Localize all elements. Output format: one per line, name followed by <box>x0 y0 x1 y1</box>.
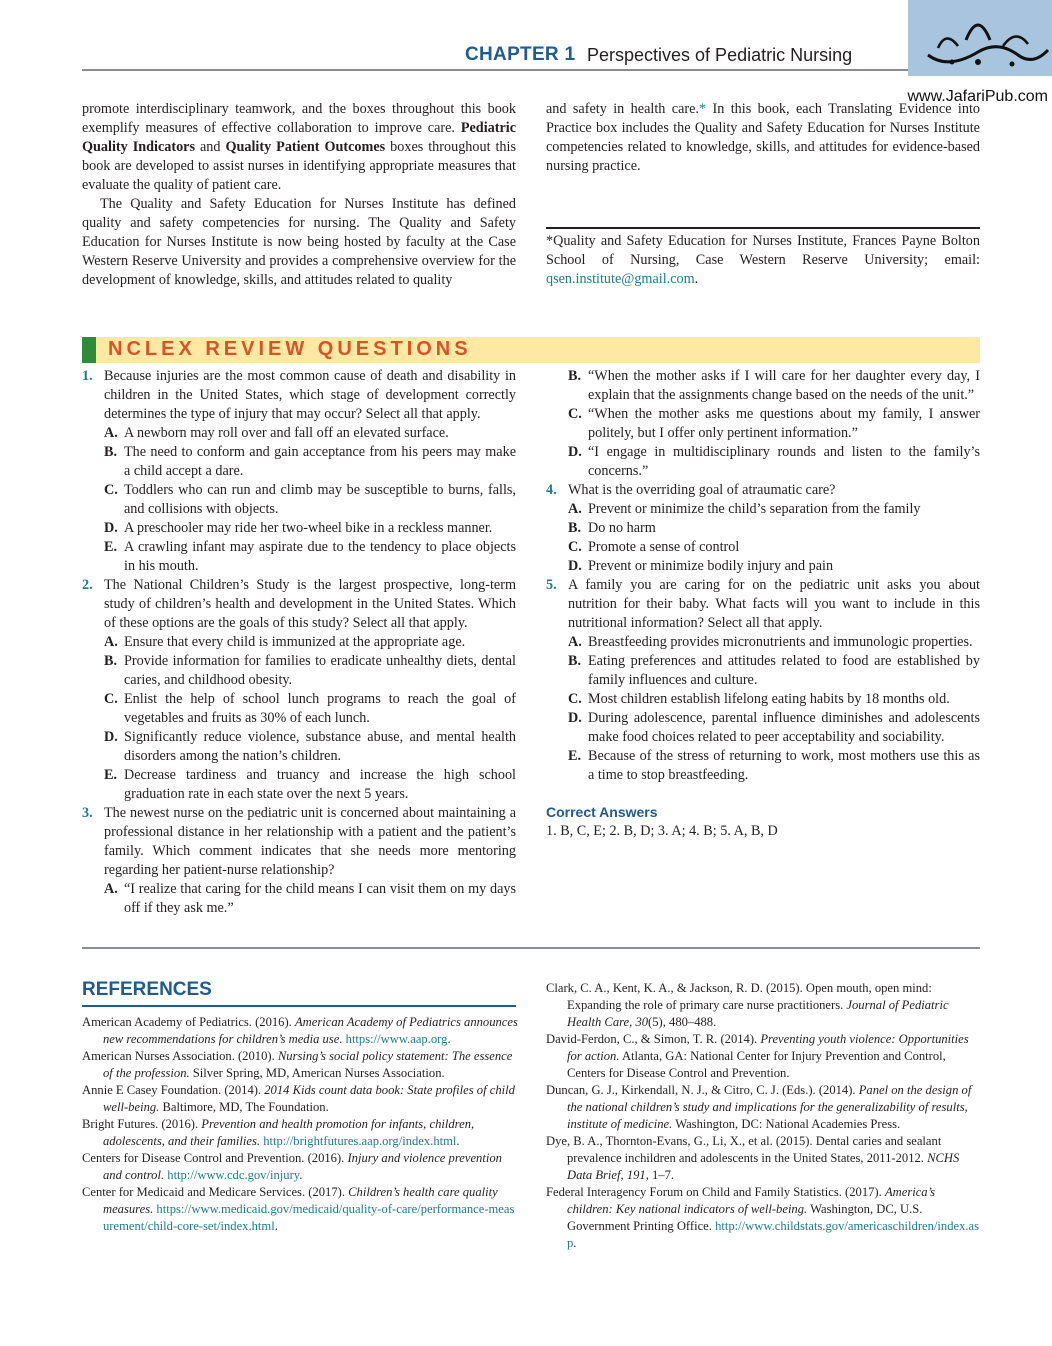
option-letter: D. <box>568 558 582 574</box>
option-letter: E. <box>104 767 118 783</box>
chapter-title: Perspectives of Pediatric Nursing <box>587 45 853 65</box>
option-text: Prevent or minimize bodily injury and pain <box>588 558 834 574</box>
question-2 <box>82 576 516 633</box>
q4-option-d <box>546 557 980 576</box>
nclex-section-header <box>82 337 980 363</box>
question-3 <box>82 804 516 880</box>
watermark <box>908 0 1052 110</box>
question-text: The National Children’s Study is the largest prospective, long-term study of children’s health and development in the United States. Which of these options are the goals of this study? Select all that apply. <box>104 577 516 631</box>
q3-option-d <box>546 443 980 481</box>
intro-right-column <box>546 100 980 176</box>
option-text: A crawling infant may aspirate due to the tendency to place objects in his mouth. <box>124 539 516 574</box>
question-5 <box>546 576 980 633</box>
option-text: During adolescence, parental influence diminishes and adolescents make food choices related to peer acceptability and sociability. <box>588 710 980 745</box>
reference-item: Clark, C. A., Kent, K. A., & Jackson, R. D. (2015). Open mouth, open mind: Expanding the role of primary care nurse practitioners. Journal of Pediatric Health Care, 30(5), 480–488. <box>546 981 949 1029</box>
option-text: Do no harm <box>588 520 656 536</box>
option-text: A newborn may roll over and fall off an elevated surface. <box>124 425 449 441</box>
watermark-box <box>908 0 1052 76</box>
option-letter: B. <box>568 653 582 669</box>
chapter-label: CHAPTER 1 <box>465 44 576 65</box>
option-text: Enlist the help of school lunch programs to reach the goal of vegetables and fruits as 30% of each lunch. <box>124 691 516 726</box>
option-letter: A. <box>104 425 118 441</box>
option-letter: A. <box>568 634 582 650</box>
reference-item: Federal Interagency Forum on Child and Family Statistics. (2017). America’s children: Key national indicators of well-being. Washington, DC, U.S. Government Printing Office. http://www.childstats.gov/americaschildren/index.asp. <box>546 1185 980 1250</box>
reference-item: American Academy of Pediatrics. (2016). American Academy of Pediatrics announces new recommendations for children’s media use. https://www.aap.org. <box>82 1015 518 1046</box>
intro-text: and safety in health care. <box>546 101 699 117</box>
intro-text: and <box>194 139 226 155</box>
option-text: “When the mother asks me questions about my family, I answer politely, but I offer only pertinent information.” <box>588 406 980 441</box>
q1-option-d <box>82 519 516 538</box>
reference-link[interactable]: http://www.childstats.gov/americaschildren/index.asp <box>567 1219 980 1250</box>
footnote <box>546 232 980 289</box>
reference-item: Center for Medicaid and Medicare Services. (2017). Children’s health care quality measures. https://www.medicaid.gov/medicaid/quality-of-care/performance-measurement/child-core-set/index.html. <box>82 1185 515 1233</box>
chapter-header <box>0 40 1052 70</box>
nclex-title: NCLEX REVIEW QUESTIONS <box>108 338 472 360</box>
q3-option-a <box>82 880 516 918</box>
footnote-marker[interactable]: * <box>698 101 707 117</box>
reference-item: Duncan, G. J., Kirkendall, N. J., & Citro, C. J. (Eds.). (2014). Panel on the design of the national children’s study and implications for the generalizability of results, institute of medicine. Washington, DC: National Academies Press. <box>546 1083 972 1131</box>
option-letter: D. <box>104 520 118 536</box>
references-right-column <box>546 980 982 1252</box>
nclex-right-column <box>546 367 980 841</box>
intro-paragraph-3 <box>546 100 980 176</box>
option-text: “I realize that caring for the child means I can visit them on my days off if they ask me.” <box>124 881 516 916</box>
intro-text: In this book, each Translating Evidence into Practice box includes the Quality and Safety Education for Nurses Institute competencies related to knowledge, skills, and attitudes for evidence-based nursing practice. <box>546 101 980 174</box>
option-text: “I engage in multidisciplinary rounds and listen to the family’s concerns.” <box>588 444 980 479</box>
option-letter: C. <box>104 482 118 498</box>
option-letter: D. <box>568 710 582 726</box>
option-text: Ensure that every child is immunized at the appropriate age. <box>124 634 466 650</box>
q1-option-c <box>82 481 516 519</box>
intro-paragraph-1 <box>82 100 516 195</box>
question-text: A family you are caring for on the pediatric unit asks you about nutrition for their baby. What facts will you want to include in this nutritional information? Select all that apply. <box>568 577 980 631</box>
intro-text: promote interdisciplinary teamwork, and the boxes throughout this book exemplify measures of effective collaboration to improve care. <box>82 101 516 136</box>
option-text: Provide information for families to eradicate unhealthy diets, dental caries, and childhood obesity. <box>124 653 516 688</box>
q4-option-b <box>546 519 980 538</box>
intro-left-column <box>82 100 516 290</box>
q5-option-d <box>546 709 980 747</box>
question-number: 1. <box>82 368 93 384</box>
q3-option-c <box>546 405 980 443</box>
correct-answers-heading: Correct Answers <box>546 804 658 820</box>
option-text: Promote a sense of control <box>588 539 740 555</box>
q5-option-c <box>546 690 980 709</box>
option-letter: A. <box>104 881 118 897</box>
reference-link[interactable]: https://www.aap.org <box>345 1032 448 1046</box>
header-rule <box>82 69 980 71</box>
question-1 <box>82 367 516 424</box>
reference-link[interactable]: http://www.cdc.gov/injury <box>167 1168 300 1182</box>
references-left-column <box>82 1014 518 1235</box>
option-text: The need to conform and gain acceptance from his peers may make a child accept a dare. <box>124 444 516 479</box>
q2-option-c <box>82 690 516 728</box>
q4-option-c <box>546 538 980 557</box>
option-text: Significantly reduce violence, substance abuse, and mental health disorders among the nation’s children. <box>124 729 516 764</box>
option-text: Breastfeeding provides micronutrients and immunologic properties. <box>588 634 973 650</box>
option-letter: A. <box>104 634 118 650</box>
option-text: Because of the stress of returning to work, most mothers use this as a time to stop breastfeeding. <box>588 748 980 783</box>
q3-option-b <box>546 367 980 405</box>
q2-option-b <box>82 652 516 690</box>
question-number: 3. <box>82 805 93 821</box>
reference-item: Dye, B. A., Thornton-Evans, G., Li, X., et al. (2015). Dental caries and sealant prevalence inchildren and adolescents in the United States, 2011-2012. NCHS Data Brief, 191, 1–7. <box>546 1134 960 1182</box>
reference-item: American Nurses Association. (2010). Nursing’s social policy statement: The essence of the profession. Silver Spring, MD, American Nurses Association. <box>82 1049 513 1080</box>
reference-item: Bright Futures. (2016). Prevention and health promotion for infants, children, adolescents, and their families. http://brightfutures.aap.org/index.html. <box>82 1117 475 1148</box>
pediatric-quality-indicators-term: Pediatric Quality Indicators <box>82 120 516 155</box>
option-letter: B. <box>568 520 582 536</box>
question-4 <box>546 481 980 500</box>
option-letter: E. <box>568 748 582 764</box>
q2-option-a <box>82 633 516 652</box>
nclex-accent <box>82 337 96 363</box>
watermark-logo-icon <box>908 0 1052 76</box>
option-text: Toddlers who can run and climb may be susceptible to burns, falls, and collisions with objects. <box>124 482 516 517</box>
reference-link[interactable]: https://www.medicaid.gov/medicaid/quality-of-care/performance-measurement/child-core-set/index.html <box>103 1202 515 1233</box>
question-number: 2. <box>82 577 93 593</box>
correct-answers: 1. B, C, E; 2. B, D; 3. A; 4. B; 5. A, B, D <box>546 823 778 839</box>
reference-item: Annie E Casey Foundation. (2014). 2014 Kids count data book: State profiles of child well-being. Baltimore, MD, The Foundation. <box>82 1083 515 1114</box>
option-letter: C. <box>568 691 582 707</box>
option-letter: C. <box>568 539 582 555</box>
footnote-text: *Quality and Safety Education for Nurses Institute, Frances Payne Bolton School of Nursing, Case Western Reserve University; email: <box>546 233 980 268</box>
footnote-text: . <box>694 271 699 287</box>
reference-item: David-Ferdon, C., & Simon, T. R. (2014). Preventing youth violence: Opportunities for action. Atlanta, GA: National Center for Injury Prevention and Control, Centers for Disease Control and Prevention. <box>546 1032 969 1080</box>
option-letter: B. <box>568 368 582 384</box>
reference-link[interactable]: http://brightfutures.aap.org/index.html <box>263 1134 457 1148</box>
watermark-text: www.JafariPub.com <box>907 88 1048 105</box>
option-letter: B. <box>104 444 118 460</box>
option-text: A preschooler may ride her two-wheel bike in a reckless manner. <box>124 520 493 536</box>
footnote-email-link[interactable]: qsen.institute@gmail.com <box>546 271 695 287</box>
q5-option-b <box>546 652 980 690</box>
option-text: Most children establish lifelong eating habits by 18 months old. <box>588 691 950 707</box>
q5-option-a <box>546 633 980 652</box>
q4-option-a <box>546 500 980 519</box>
question-text: What is the overriding goal of atraumatic care? <box>568 482 836 498</box>
option-text: Prevent or minimize the child’s separation from the family <box>588 501 921 517</box>
option-text: Decrease tardiness and truancy and increase the high school graduation rate in each state over the next 5 years. <box>124 767 516 802</box>
footnote-rule <box>546 227 980 229</box>
q1-option-a <box>82 424 516 443</box>
option-letter: C. <box>104 691 118 707</box>
nclex-left-column <box>82 367 516 918</box>
option-letter: C. <box>568 406 582 422</box>
option-letter: B. <box>104 653 118 669</box>
option-text: Eating preferences and attitudes related to food are established by family influences and culture. <box>588 653 980 688</box>
q1-option-b <box>82 443 516 481</box>
references-heading: REFERENCES <box>82 979 516 1007</box>
option-text: “When the mother asks if I will care for her daughter every day, I explain that the assignments change based on the needs of the unit.” <box>588 368 980 403</box>
option-letter: A. <box>568 501 582 517</box>
intro-paragraph-2: The Quality and Safety Education for Nurses Institute has defined quality and safety competencies for nursing. The Quality and Safety Education for Nurses Institute is now being hosted by faculty at the Case Western Reserve University and provides a comprehensive overview for the development of knowledge, skills, and attitudes related to quality <box>82 196 516 288</box>
quality-patient-outcomes-term: Quality Patient Outcomes <box>225 139 386 155</box>
option-letter: D. <box>104 729 118 745</box>
intro-text: boxes throughout this book are developed to assist nurses in identifying appropriate measures that evaluate the quality of patient care. <box>82 139 516 193</box>
section-divider <box>82 947 980 949</box>
question-number: 5. <box>546 577 557 593</box>
option-letter: E. <box>104 539 118 555</box>
question-text: The newest nurse on the pediatric unit is concerned about maintaining a professional distance in her relationship with a patient and the patient’s family. Which comment indicates that she needs more mentoring regarding her patient-nurse relationship? <box>104 805 516 878</box>
q1-option-e <box>82 538 516 576</box>
question-number: 4. <box>546 482 557 498</box>
reference-item: Centers for Disease Control and Prevention. (2016). Injury and violence prevention and control. http://www.cdc.gov/injury. <box>82 1151 502 1182</box>
question-text: Because injuries are the most common cause of death and disability in children in the United States, which stage of development correctly determines the type of injury that may occur? Select all that apply. <box>104 368 516 422</box>
option-letter: D. <box>568 444 582 460</box>
q2-option-e <box>82 766 516 804</box>
q2-option-d <box>82 728 516 766</box>
q5-option-e <box>546 747 980 785</box>
